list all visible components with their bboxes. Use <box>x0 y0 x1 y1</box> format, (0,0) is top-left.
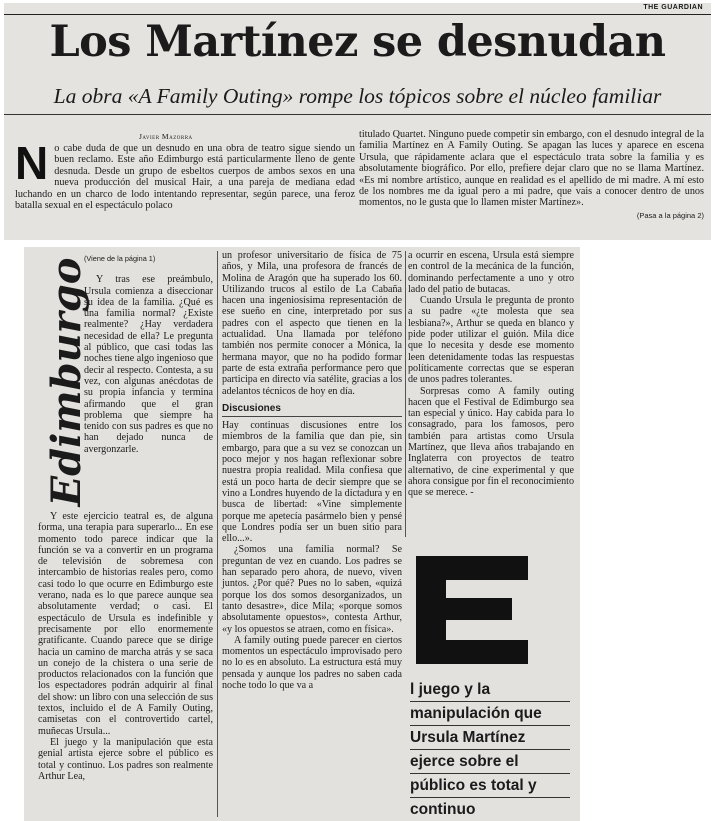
section-heading: Discusiones <box>222 403 402 417</box>
vertical-title: Edimburgo <box>43 257 90 507</box>
front-column-1-text: o cabe duda de que un desnudo en una obra de teatro sigue siendo un buen reclamo. Este año Edimburgo está particularmente lleno de gente desnuda. Desde un grupo de esbeltos cuerpos de ambos sexos en una nueva producción del musical Hair, a una pareja de mediana edad luchando en un charco de lodo intentando representar, según parece, una feroz batalla sexual en el espectáculo polaco <box>15 143 355 212</box>
pull-quote-line: ejerce sobre el <box>410 750 570 774</box>
byline: Javier Mazorra <box>139 132 193 141</box>
newspaper-source: THE GUARDIAN <box>643 4 703 11</box>
pull-quote-line: público es total y <box>410 774 570 798</box>
pull-quote-initial-letter: E <box>408 550 409 551</box>
paragraph: Hay continuas discusiones entre los miembros de la familia que dan pie, sin embargo, para que a su vez se conozcan un poco mejor y nos hagan reflexionar sobre nuestra propia realidad. Mila confiesa que está un poco harta de decir siempre que se vino a Londres huyendo de la dictadura y en busca de libertad: «Vine simplemente porque me apetecía pasármelo bien y pensé que Londres podía ser un buen sitio para ello...». <box>222 420 402 545</box>
continued-note: (Pasa a la página 2) <box>636 210 704 220</box>
front-column-1 <box>15 137 355 212</box>
front-column-2 <box>359 129 704 221</box>
letter-e-graphic <box>408 550 538 670</box>
drop-cap: N <box>15 137 49 189</box>
pull-quote-initial <box>408 550 538 670</box>
paragraph: un profesor universitario de física de 75 años, y Mila, una profesora de francés de Molina de Aragón que ha superado los 60. Utilizando trucos al estilo de La Cabaña hacen una ingeniosísima representación de ese sueño en cine, interpretado por sus padres con el aspecto que tienen en la actualidad. Una llamada por teléfono también nos permite conocer a Mónica, la hermana mayor, que no ha podido formar parte de esta extraña performance pero que participa en directo vía satélite, gracias a los adelantos técnicos de hoy en día. <box>222 250 402 397</box>
paragraph: a ocurrir en escena, Ursula está siempre en control de la mecánica de la función, dominando perfectamente a uno y otro lado del patio de butacas. <box>408 250 574 295</box>
pull-quote-line: manipulación que <box>410 702 570 726</box>
pull-quote-text <box>410 678 570 821</box>
column-divider <box>217 251 218 817</box>
continuation-column-2 <box>222 250 402 691</box>
pull-quote-line: l juego y la <box>410 678 570 702</box>
paragraph: Y este ejercicio teatral es, de alguna forma, una terapia para superarlo... En ese momento todo parece indicar que la función se va a convertir en un programa de televisión de sobremesa con intercambio de historias reales pero, como casi todo lo que ocurre en Edimburgo este verano, nada es lo que parece aunque sea absolutamente verdad; o casi. El espectáculo de Ursula es indefinible y precisamente por ello enormemente gratificante. Cuando parece que se dirige hacia un camino de marcha atrás y se saca un conejo de la chistera o una serie de productos relacionados con la función que los espectadores podrán adquirir al final del show: un libro con una selección de sus textos, incluido el de A Family Outing, camisetas con el controvertido cartel, muñecas Ursula... <box>38 511 213 737</box>
paragraph: ¿Somos una familia normal? Se preguntan de vez en cuando. Los padres se han separado pero ahora, de nuevo, viven juntos. ¿Por qué? Pues no lo saben, «quizá porque los dos somos desorganizados, un tanto desastre», dice Mila; «porque somos absolutamente opuestos», contesta Arthur, «y los opuestos se atraen, como en física». <box>222 544 402 635</box>
paragraph: A family outing puede parecer en ciertos momentos un espectáculo improvisado pero no lo es en absoluto. La estructura está muy pensada y aunque los padres no saben cada noche todo lo que va a <box>222 634 402 691</box>
pull-quote <box>406 540 576 821</box>
vertical-title-box <box>41 252 90 512</box>
continuation-column-3 <box>408 250 574 499</box>
paragraph: Y tras ese preámbulo, Ursula comienza a diseccionar su idea de la familia. ¿Qué es una familia normal? ¿Existe realmente? ¿Hay verdadera necesidad de ella? Le pregunta al público, que casi todas las noches tiene algo ingenioso que decir al respecto. Contesta, a su vez, con algunas anécdotas de su propia infancia y termina afirmando que el gran problema que siempre ha tenido con sus padres es que no han dejado nunca de avergonzarle. <box>84 274 213 455</box>
top-rule <box>4 14 711 15</box>
front-column-2-text: titulado Quartet. Ninguno puede competir sin embargo, con el desnudo integral de la familia Martínez en A Family Outing. Se apagan las luces y aparece en escena Ursula, que rápidamente aclara que el espectáculo trata sobre la familia y es absolutamente biográfico. Por ello, prefiere dejar claro que no se llama Martínez. «Es mi nombre artístico, aunque en realidad es el apellido de mi madre. A mí esto de los nombres me da igual pero a mi padre, que vais a conocer dentro de unos momentos, no le gusta que lo llamen mister Martínez». <box>359 129 704 209</box>
pull-quote-line: continuo <box>410 798 570 821</box>
continuation-column-1-bottom <box>38 511 213 782</box>
paragraph: El juego y la manipulación que esta genial artista ejerce sobre el público es total y continuo. Los padres son realmente Arthur Lea, <box>38 736 213 782</box>
headline: Los Martínez se desnudan <box>49 17 666 67</box>
pull-quote-line: Ursula Martínez <box>410 726 570 750</box>
article-clip-continuation <box>24 247 580 821</box>
article-clip-front <box>4 3 711 240</box>
column-divider <box>405 251 406 537</box>
continued-from-note: (Viene de la página 1) <box>84 254 156 263</box>
paragraph: Sorpresas como A family outing hacen que el Festival de Edimburgo sea tan especial y único. Hay cabida para lo consagrado, para los famosos, pero también para artistas como Ursula Martínez, que lleva años trabajando en Inglaterra con proyectos de teatro alternativo, de cine experimental y que ahora consigue por fin el reconocimiento que se merece. - <box>408 385 574 499</box>
paragraph: Cuando Ursula le pregunta de pronto a su padre «¿te molesta que sea lesbiana?», Arthur se queda en blanco y pide poder utilizar el guión. Mila dice que lo necesita y desde ese momento leen detenidamente todas las respuestas políticamente correctas que se esperan de unos padres tolerantes. <box>408 295 574 386</box>
continuation-column-1-top <box>84 253 213 455</box>
subheadline: La obra «A Family Outing» rompe los tópicos sobre el núcleo familiar <box>53 84 662 108</box>
subhead-rule <box>4 114 711 115</box>
